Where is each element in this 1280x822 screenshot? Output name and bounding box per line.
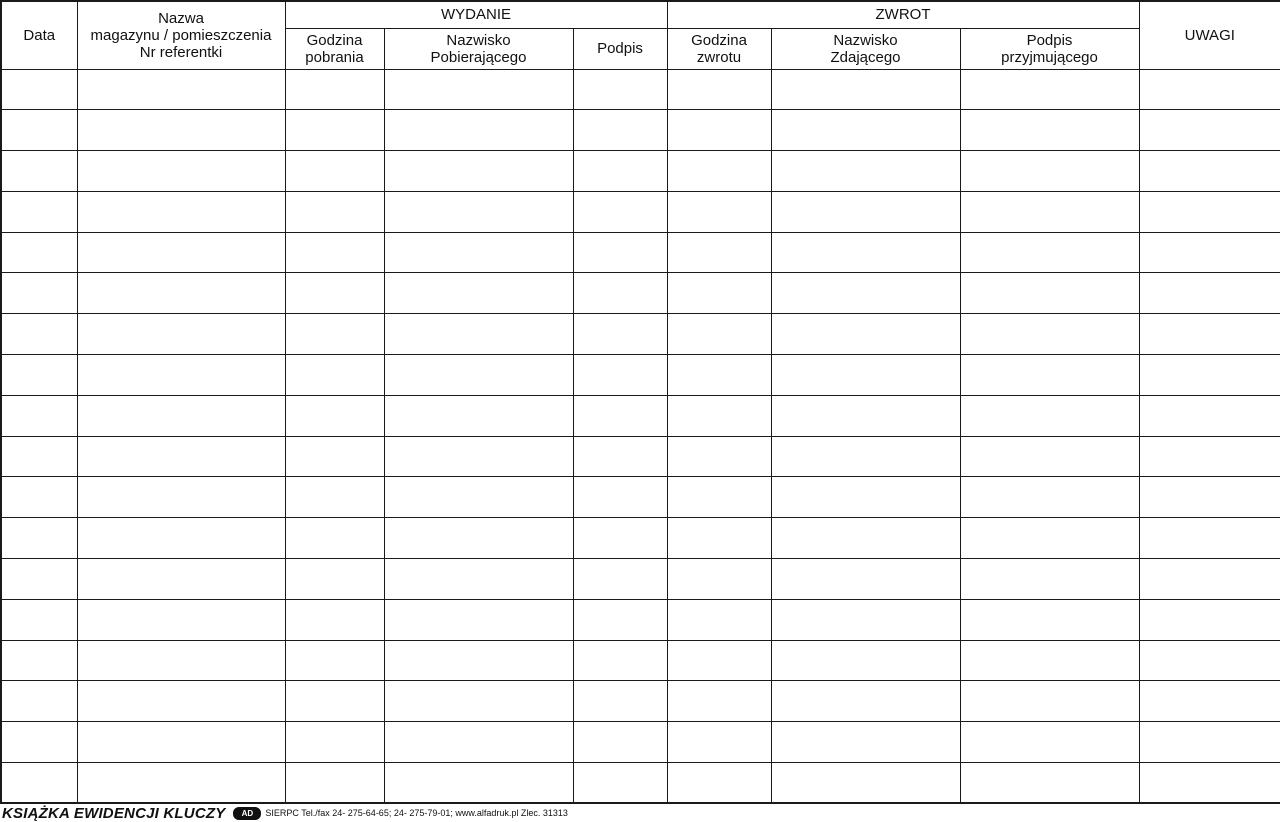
- table-row: [1, 110, 1280, 151]
- table-cell[interactable]: [667, 69, 771, 110]
- table-cell[interactable]: [667, 599, 771, 640]
- table-cell[interactable]: [77, 681, 285, 722]
- table-cell[interactable]: [1, 314, 77, 355]
- table-cell[interactable]: [960, 722, 1139, 763]
- table-cell[interactable]: [667, 395, 771, 436]
- table-cell[interactable]: [1139, 763, 1280, 804]
- table-cell[interactable]: [285, 599, 384, 640]
- table-cell[interactable]: [285, 151, 384, 192]
- table-cell[interactable]: [1, 518, 77, 559]
- table-cell[interactable]: [960, 191, 1139, 232]
- table-cell[interactable]: [1139, 518, 1280, 559]
- table-cell[interactable]: [960, 232, 1139, 273]
- table-cell[interactable]: [771, 110, 960, 151]
- table-row: [1, 640, 1280, 681]
- table-cell[interactable]: [960, 681, 1139, 722]
- table-cell[interactable]: [667, 151, 771, 192]
- table-cell[interactable]: [573, 722, 667, 763]
- table-cell[interactable]: [77, 640, 285, 681]
- table-cell[interactable]: [573, 110, 667, 151]
- table-cell[interactable]: [573, 395, 667, 436]
- table-cell[interactable]: [667, 559, 771, 600]
- table-cell[interactable]: [960, 559, 1139, 600]
- table-cell[interactable]: [77, 477, 285, 518]
- table-cell[interactable]: [667, 477, 771, 518]
- table-cell[interactable]: [771, 355, 960, 396]
- table-cell[interactable]: [960, 640, 1139, 681]
- table-cell[interactable]: [77, 191, 285, 232]
- table-cell[interactable]: [384, 722, 573, 763]
- table-cell[interactable]: [384, 232, 573, 273]
- table-cell[interactable]: [77, 110, 285, 151]
- table-cell[interactable]: [771, 763, 960, 804]
- table-cell[interactable]: [771, 151, 960, 192]
- table-cell[interactable]: [1139, 436, 1280, 477]
- table-cell[interactable]: [77, 763, 285, 804]
- table-cell[interactable]: [771, 640, 960, 681]
- table-cell[interactable]: [1139, 232, 1280, 273]
- table-cell[interactable]: [771, 681, 960, 722]
- table-cell[interactable]: [573, 151, 667, 192]
- table-cell[interactable]: [771, 395, 960, 436]
- header-issue-time: Godzina pobrania: [285, 28, 384, 69]
- publisher-logo: AD: [233, 807, 261, 820]
- table-cell[interactable]: [960, 151, 1139, 192]
- table-cell[interactable]: [573, 314, 667, 355]
- table-cell[interactable]: [1139, 681, 1280, 722]
- table-cell[interactable]: [77, 395, 285, 436]
- table-row: [1, 191, 1280, 232]
- table-cell[interactable]: [285, 69, 384, 110]
- publisher-info: SIERPC Tel./fax 24- 275-64-65; 24- 275-79-01; www.alfadruk.pl Zlec. 31313: [265, 808, 568, 818]
- table-cell[interactable]: [573, 477, 667, 518]
- table-cell[interactable]: [1, 640, 77, 681]
- table-cell[interactable]: [667, 232, 771, 273]
- table-header: [1, 1, 1280, 69]
- table-row: [1, 763, 1280, 804]
- table-cell[interactable]: [285, 477, 384, 518]
- table-cell[interactable]: [285, 355, 384, 396]
- table-cell[interactable]: [960, 477, 1139, 518]
- table-cell[interactable]: [1, 273, 77, 314]
- table-row: [1, 477, 1280, 518]
- header-issue-group: WYDANIE: [285, 1, 667, 28]
- table-cell[interactable]: [1139, 722, 1280, 763]
- table-cell[interactable]: [960, 110, 1139, 151]
- table-cell[interactable]: [667, 722, 771, 763]
- table-cell[interactable]: [384, 436, 573, 477]
- table-cell[interactable]: [771, 722, 960, 763]
- table-cell[interactable]: [1139, 110, 1280, 151]
- table-cell[interactable]: [384, 640, 573, 681]
- table-cell[interactable]: [1, 232, 77, 273]
- table-cell[interactable]: [667, 640, 771, 681]
- table-cell[interactable]: [384, 151, 573, 192]
- table-row: [1, 681, 1280, 722]
- header-return-time: Godzina zwrotu: [667, 28, 771, 69]
- table-row: [1, 314, 1280, 355]
- header-issue-name: Nazwisko Pobierającego: [384, 28, 573, 69]
- table-cell[interactable]: [285, 681, 384, 722]
- table-cell[interactable]: [285, 518, 384, 559]
- table-cell[interactable]: [960, 599, 1139, 640]
- table-cell[interactable]: [77, 273, 285, 314]
- table-cell[interactable]: [771, 232, 960, 273]
- table-cell[interactable]: [285, 232, 384, 273]
- table-cell[interactable]: [573, 273, 667, 314]
- table-cell[interactable]: [1, 110, 77, 151]
- table-body: [1, 69, 1280, 803]
- table-cell[interactable]: [384, 763, 573, 804]
- table-cell[interactable]: [285, 395, 384, 436]
- table-cell[interactable]: [77, 232, 285, 273]
- table-cell[interactable]: [77, 355, 285, 396]
- table-cell[interactable]: [771, 273, 960, 314]
- table-cell[interactable]: [771, 436, 960, 477]
- table-cell[interactable]: [77, 436, 285, 477]
- table-cell[interactable]: [667, 355, 771, 396]
- table-cell[interactable]: [771, 191, 960, 232]
- table-cell[interactable]: [1, 395, 77, 436]
- table-cell[interactable]: [573, 518, 667, 559]
- table-cell[interactable]: [384, 395, 573, 436]
- table-cell[interactable]: [285, 722, 384, 763]
- footer: [2, 804, 568, 822]
- table-cell[interactable]: [573, 69, 667, 110]
- table-cell[interactable]: [573, 599, 667, 640]
- table-cell[interactable]: [1, 763, 77, 804]
- table-cell[interactable]: [667, 681, 771, 722]
- table-cell[interactable]: [77, 599, 285, 640]
- table-cell[interactable]: [1139, 355, 1280, 396]
- table-cell[interactable]: [285, 763, 384, 804]
- table-row: [1, 69, 1280, 110]
- table-row: [1, 355, 1280, 396]
- table-cell[interactable]: [285, 273, 384, 314]
- table-row: [1, 559, 1280, 600]
- table-cell[interactable]: [77, 69, 285, 110]
- table-row: [1, 518, 1280, 559]
- table-cell[interactable]: [960, 395, 1139, 436]
- table-cell[interactable]: [667, 436, 771, 477]
- table-cell[interactable]: [384, 273, 573, 314]
- table-cell[interactable]: [77, 314, 285, 355]
- table-cell[interactable]: [573, 191, 667, 232]
- table-cell[interactable]: [1, 69, 77, 110]
- table-cell[interactable]: [1, 191, 77, 232]
- table-row: [1, 722, 1280, 763]
- table-cell[interactable]: [1, 681, 77, 722]
- table-cell[interactable]: [384, 518, 573, 559]
- table-cell[interactable]: [1, 477, 77, 518]
- table-cell[interactable]: [1, 599, 77, 640]
- table-cell[interactable]: [960, 355, 1139, 396]
- table-cell[interactable]: [667, 191, 771, 232]
- table-cell[interactable]: [384, 314, 573, 355]
- table-cell[interactable]: [1139, 559, 1280, 600]
- table-row: [1, 232, 1280, 273]
- table-cell[interactable]: [384, 559, 573, 600]
- table-cell[interactable]: [667, 273, 771, 314]
- header-notes: UWAGI: [1139, 1, 1280, 69]
- table-cell[interactable]: [667, 110, 771, 151]
- header-location: Nazwa magazynu / pomieszczenia Nr referentki: [77, 1, 285, 69]
- table-cell[interactable]: [1139, 69, 1280, 110]
- table-cell[interactable]: [1, 722, 77, 763]
- header-return-name: Nazwisko Zdającego: [771, 28, 960, 69]
- table-cell[interactable]: [667, 314, 771, 355]
- table-cell[interactable]: [77, 518, 285, 559]
- table-cell[interactable]: [77, 722, 285, 763]
- table-row: [1, 436, 1280, 477]
- table-cell[interactable]: [1, 559, 77, 600]
- table-cell[interactable]: [285, 110, 384, 151]
- table-cell[interactable]: [384, 69, 573, 110]
- table-cell[interactable]: [573, 232, 667, 273]
- table-cell[interactable]: [573, 763, 667, 804]
- table-cell[interactable]: [771, 599, 960, 640]
- table-cell[interactable]: [1139, 477, 1280, 518]
- header-return-signature: Podpis przyjmującego: [960, 28, 1139, 69]
- header-return-group: ZWROT: [667, 1, 1139, 28]
- table-cell[interactable]: [1139, 599, 1280, 640]
- table-cell[interactable]: [384, 191, 573, 232]
- table-cell[interactable]: [667, 518, 771, 559]
- table-cell[interactable]: [573, 681, 667, 722]
- table-cell[interactable]: [771, 69, 960, 110]
- table-cell[interactable]: [960, 273, 1139, 314]
- table-cell[interactable]: [77, 559, 285, 600]
- table-cell[interactable]: [384, 477, 573, 518]
- table-cell[interactable]: [384, 110, 573, 151]
- table-cell[interactable]: [667, 763, 771, 804]
- header-issue-signature: Podpis: [573, 28, 667, 69]
- table-cell[interactable]: [1, 355, 77, 396]
- table-row: [1, 151, 1280, 192]
- table-cell[interactable]: [1139, 640, 1280, 681]
- table-cell[interactable]: [384, 599, 573, 640]
- table-cell[interactable]: [285, 191, 384, 232]
- table-row: [1, 273, 1280, 314]
- table-cell[interactable]: [1139, 151, 1280, 192]
- table-cell[interactable]: [384, 355, 573, 396]
- table-cell[interactable]: [573, 436, 667, 477]
- table-cell[interactable]: [960, 69, 1139, 110]
- table-cell[interactable]: [573, 559, 667, 600]
- table-cell[interactable]: [771, 477, 960, 518]
- table-cell[interactable]: [960, 314, 1139, 355]
- table-row: [1, 599, 1280, 640]
- table-cell[interactable]: [285, 314, 384, 355]
- form-title: KSIĄŻKA EWIDENCJI KLUCZY: [2, 804, 226, 822]
- table-cell[interactable]: [1139, 191, 1280, 232]
- table-cell[interactable]: [573, 355, 667, 396]
- table-cell[interactable]: [771, 518, 960, 559]
- table-cell[interactable]: [960, 436, 1139, 477]
- table-cell[interactable]: [384, 681, 573, 722]
- table-cell[interactable]: [1, 151, 77, 192]
- table-cell[interactable]: [285, 436, 384, 477]
- table-cell[interactable]: [1139, 314, 1280, 355]
- table-cell[interactable]: [960, 763, 1139, 804]
- table-cell[interactable]: [960, 518, 1139, 559]
- table-cell[interactable]: [285, 559, 384, 600]
- table-cell[interactable]: [1139, 273, 1280, 314]
- table-cell[interactable]: [285, 640, 384, 681]
- table-cell[interactable]: [573, 640, 667, 681]
- table-cell[interactable]: [77, 151, 285, 192]
- table-cell[interactable]: [1, 436, 77, 477]
- header-date: Data: [1, 1, 77, 69]
- table-cell[interactable]: [771, 314, 960, 355]
- table-cell[interactable]: [771, 559, 960, 600]
- table-row: [1, 395, 1280, 436]
- table-cell[interactable]: [1139, 395, 1280, 436]
